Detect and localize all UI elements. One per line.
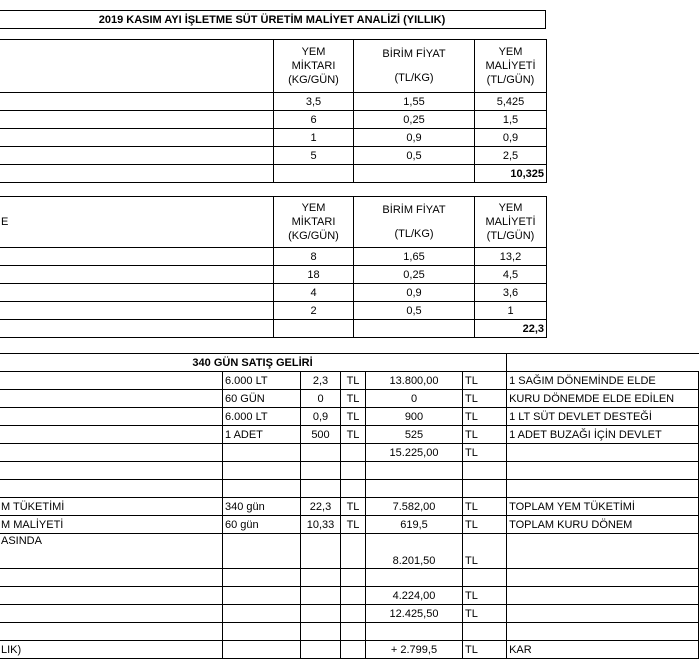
profit-row: LIK) + 2.799,5 TL KAR [0,641,699,659]
header-feed-cost: YEM MALİYETİ (TL/GÜN) [475,40,547,93]
tall-row: ASINDA 8.201,50 TL [0,534,699,569]
table-row: 4 0,9 3,6 [0,284,547,302]
table-row: 6.000 LT 2,3 TL 13.800,00 TL 1 SAĞIM DÖNEMİNDE ELDE [0,372,699,390]
table-row: 5 0,5 2,5 [0,147,547,165]
feed-cost-table-2 [0,196,547,338]
table-row: M TÜKETİMİ 340 gün 22,3 TL 7.582,00 TL TOPLAM YEM TÜKETİMİ [0,498,699,516]
table-row: 2 0,5 1 [0,302,547,320]
table-row [0,462,699,480]
table-row: 1 0,9 0,9 [0,129,547,147]
total-cost: 10,325 [475,165,547,183]
page-title: 2019 KASIM AYI İŞLETME SÜT ÜRETİM MALİYET ANALİZİ (YILLIK) [0,11,546,29]
table-header-row [0,197,547,248]
table-row: 8 1,65 13,2 [0,248,547,266]
table-row: M MALİYETİ 60 gün 10,33 TL 619,5 TL TOPLAM KURU DÖNEM [0,516,699,534]
total-row [0,165,547,183]
table-row: 4.224,00 TL [0,587,699,605]
sales-title-row [0,354,699,372]
feed-cost-table-1 [0,39,547,183]
table-row: 15.225,00 TL [0,444,699,462]
sales-income-table [0,353,699,659]
total-cost: 22,3 [475,320,547,338]
table-row [0,623,699,641]
header-unit-price: BİRİM FİYAT (TL/KG) [354,40,475,93]
table-row: 60 GÜN 0 TL 0 TL KURU DÖNEMDE ELDE EDİLEN [0,390,699,408]
table-row: 6.000 LT 0,9 TL 900 TL 1 LT SÜT DEVLET DESTEĞİ [0,408,699,426]
title-table [0,10,546,29]
profit-value: + 2.799,5 [366,641,463,659]
table-row: 12.425,50 TL [0,605,699,623]
header-empty [0,40,274,93]
total-row [0,320,547,338]
sales-title: 340 GÜN SATIŞ GELİRİ [0,354,507,372]
header-feed-cost: YEM MALİYETİ (TL/GÜN) [475,197,547,248]
table-row: 3,5 1,55 5,425 [0,93,547,111]
table-row: 18 0,25 4,5 [0,266,547,284]
table-row [0,480,699,498]
table-row: 1 ADET 500 TL 525 TL 1 ADET BUZAĞI İÇİN DEVLET [0,426,699,444]
header-feed-quantity: YEM MİKTARI (KG/GÜN) [274,197,354,248]
header-unit-price: BİRİM FİYAT (TL/KG) [354,197,475,248]
profit-label: KAR [507,641,699,659]
table-row [0,569,699,587]
header-feed-quantity: YEM MİKTARI (KG/GÜN) [274,40,354,93]
table-header-row [0,40,547,93]
header-label: E [0,197,274,248]
table-row: 6 0,25 1,5 [0,111,547,129]
